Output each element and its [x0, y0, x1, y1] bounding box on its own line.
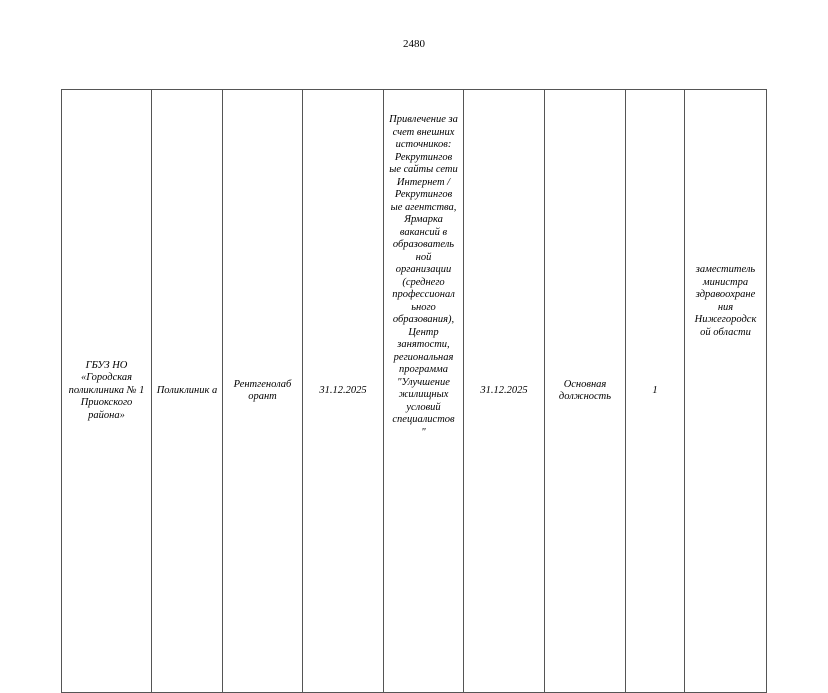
position-type-cell	[545, 90, 626, 693]
responsible-cell	[685, 90, 767, 693]
page-number: 2480	[403, 38, 425, 50]
date-text-2: 31.12.2025	[480, 384, 528, 396]
count-cell	[626, 90, 685, 693]
date-text-1: 31.12.2025	[319, 384, 367, 396]
position-type-text: Основная должность	[558, 378, 612, 402]
sources-text: Привлечение за счет внешних источников: Рекрутингов ые сайты сети Интернет / Рекрутингов ые агентства, Ярмарка вакансий в образователь ной организации (среднего профессионал ьного образования), Центр занятости, региональная программа "Улучшение жилищных условий специалистов "	[389, 114, 458, 438]
position-text: Рентгенолаб орант	[233, 378, 292, 402]
staffing-table	[61, 89, 767, 693]
responsible-text: заместитель министра здравоохране ния Нижегородск ой области	[694, 264, 757, 338]
department-cell	[152, 90, 223, 693]
position-cell	[223, 90, 303, 693]
department-text: Поликлиник а	[156, 384, 218, 396]
date-cell-1	[303, 90, 384, 693]
date-cell-2	[464, 90, 545, 693]
count-text: 1	[652, 384, 658, 396]
table-row	[62, 90, 767, 693]
sources-cell	[384, 90, 464, 693]
organization-cell	[62, 90, 152, 693]
organization-text: ГБУЗ НО «Городская поликлиника № 1 Приокского района»	[68, 359, 145, 421]
